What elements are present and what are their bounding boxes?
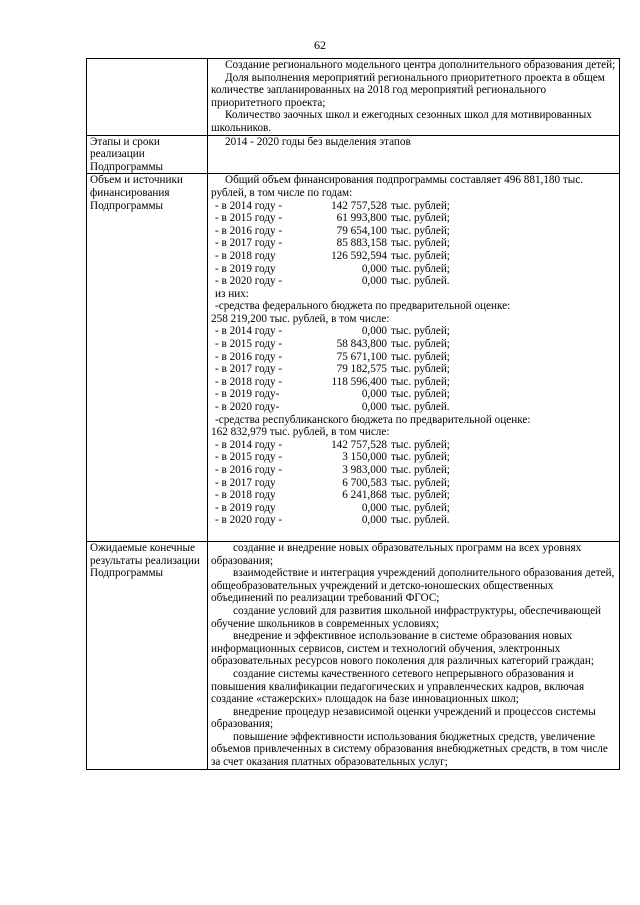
financing-unit: тыс. рублей;: [391, 224, 450, 237]
page-number: 62: [314, 38, 326, 52]
financing-value: 0,000: [361, 325, 387, 338]
financing-year-row: [211, 477, 616, 490]
financing-value: 6 700,583: [342, 476, 387, 489]
stages-cell: [208, 135, 620, 174]
financing-year: - в 2014 году -: [215, 438, 283, 451]
financing-unit: тыс. рублей;: [391, 350, 450, 363]
indicator-paragraph: Доля выполнения мероприятий регионального приоритетного проекта в общем количестве запланированных на 2018 год мероприятий регионального приоритетного проекта;: [211, 71, 605, 109]
republic-total: 162 832,979 тыс. рублей, в том числе:: [211, 426, 390, 439]
financing-year: - в 2018 году -: [215, 375, 283, 388]
financing-unit: тыс. рублей.: [391, 514, 450, 527]
financing-value: 126 592,594: [331, 249, 387, 262]
financing-year-row: [211, 401, 616, 414]
republic-intro: -средства республиканского бюджета по предварительной оценке:: [215, 413, 531, 426]
financing-year: - в 2020 году -: [215, 275, 283, 288]
result-paragraph: взаимодействие и интеграция учреждений дополнительного образования детей, общеобразовательных учреждений и детско-юношеских общественных объединений по реализации требований ФГОС;: [211, 567, 615, 605]
financing-year-row: [211, 489, 616, 502]
federal-intro: -средства федерального бюджета по предварительной оценке:: [215, 300, 511, 313]
financing-value: 58 843,800: [336, 338, 387, 351]
financing-year-row: [211, 451, 616, 464]
financing-unit: тыс. рублей.: [391, 401, 450, 414]
federal-total: 258 219,200 тыс. рублей, в том числе:: [211, 312, 390, 325]
financing-value: 0,000: [361, 514, 387, 527]
financing-year: - в 2017 году -: [215, 237, 283, 250]
table-row-stages: [87, 135, 620, 174]
financing-value: 85 883,158: [336, 237, 387, 250]
financing-year-row: [211, 351, 616, 364]
financing-year: - в 2019 году-: [215, 388, 280, 401]
financing-unit: тыс. рублей;: [391, 438, 450, 451]
subprogram-passport-table: [86, 58, 620, 770]
financing-year-row: [211, 263, 616, 276]
financing-value: 0,000: [361, 401, 387, 414]
financing-unit: тыс. рублей;: [391, 212, 450, 225]
results-label: Ожидаемые конечные результаты реализации Подпрограммы: [87, 541, 208, 769]
financing-unit: тыс. рублей;: [391, 388, 450, 401]
financing-year-row: [211, 212, 616, 225]
financing-year: - в 2015 году -: [215, 451, 283, 464]
result-paragraph: создание и внедрение новых образовательных программ на всех уровнях образования;: [211, 541, 582, 567]
financing-year: - в 2014 году -: [215, 199, 283, 212]
financing-year-row: [211, 200, 616, 213]
financing-year: - в 2020 году-: [215, 401, 280, 414]
financing-year: - в 2015 году -: [215, 212, 283, 225]
indicators-cell: [208, 59, 620, 136]
of-them-text: из них:: [215, 287, 249, 300]
financing-unit: тыс. рублей;: [391, 489, 450, 502]
financing-value: 142 757,528: [331, 199, 387, 212]
financing-year: - в 2019 году: [215, 501, 276, 514]
financing-unit: тыс. рублей;: [391, 363, 450, 376]
indicator-paragraph: Создание регионального модельного центра дополнительного образования детей;: [225, 59, 616, 71]
financing-value: 0,000: [361, 262, 387, 275]
financing-year: - в 2020 году -: [215, 514, 283, 527]
financing-year: - в 2016 году -: [215, 350, 283, 363]
financing-year-row: [211, 325, 616, 338]
financing-year-row: [211, 275, 616, 288]
financing-year-row: [211, 502, 616, 515]
result-paragraph: внедрение и эффективное использование в системе образования новых информационных сервисов, систем и технологий обучения, электронных образовательных ресурсов нового поколения для различных категорий граждан;: [211, 630, 594, 668]
financing-year-row: [211, 514, 616, 527]
financing-year: - в 2018 году: [215, 489, 276, 502]
stages-label: Этапы и сроки реализации Подпрограммы: [87, 135, 208, 174]
financing-intro: Общий объем финансирования подпрограммы составляет 496 881,180 тыс. рублей, в том числе по годам:: [211, 174, 584, 199]
financing-unit: тыс. рублей;: [391, 476, 450, 489]
financing-year-row: [211, 464, 616, 477]
financing-unit: тыс. рублей;: [391, 501, 450, 514]
financing-value: 3 150,000: [342, 451, 387, 464]
financing-year: - в 2016 году -: [215, 224, 283, 237]
financing-unit: тыс. рублей;: [391, 464, 450, 476]
financing-year-row: [211, 388, 616, 401]
financing-value: 142 757,528: [331, 438, 387, 451]
financing-unit: тыс. рублей;: [391, 375, 450, 388]
financing-year-row: [211, 237, 616, 250]
table-row-indicators: [87, 59, 620, 136]
financing-unit: тыс. рублей;: [391, 338, 450, 351]
financing-label: Объем и источники финансирования Подпрограммы: [87, 174, 208, 542]
financing-value: 75 671,100: [336, 350, 387, 363]
result-paragraph: создание условий для развития школьной инфраструктуры, обеспечивающей обучение школьников в современных условиях;: [211, 604, 602, 630]
financing-year: - в 2018 году: [215, 249, 276, 262]
results-cell: [208, 541, 620, 769]
indicator-paragraph: Количество заочных школ и ежегодных сезонных школ для мотивированных школьников.: [211, 109, 592, 134]
table-row-financing: [87, 174, 620, 542]
financing-value: 6 241,868: [342, 489, 387, 502]
financing-year-row: [211, 338, 616, 351]
financing-year-row: [211, 376, 616, 389]
financing-unit: тыс. рублей;: [391, 325, 450, 338]
financing-value: 61 993,800: [336, 212, 387, 225]
financing-year: - в 2015 году -: [215, 338, 283, 351]
result-paragraph: создание системы качественного сетевого непрерывного образования и повышения квалификации педагогических и управленческих кадров, включая создание «стажерских» площадок на базе инновационных школ;: [211, 667, 585, 706]
financing-unit: тыс. рублей;: [391, 249, 450, 262]
financing-year-row: [211, 439, 616, 452]
table-row-results: [87, 541, 620, 769]
result-paragraph: внедрение процедур независимой оценки учреждений и процессов системы образования;: [211, 705, 596, 731]
result-paragraph: повышение эффективности использования бюджетных средств, увеличение объемов привлеченных в систему образования внебюджетных средств, в том числе за счет оказания платных образовательных услуг;: [211, 730, 608, 769]
financing-unit: тыс. рублей;: [391, 199, 450, 212]
financing-unit: тыс. рублей;: [391, 451, 450, 464]
financing-unit: тыс. рублей.: [391, 275, 450, 288]
financing-year-row: [211, 250, 616, 263]
financing-year-row: [211, 225, 616, 238]
federal-rows: [211, 325, 616, 413]
financing-cell: [208, 174, 620, 542]
financing-year-row: [211, 363, 616, 376]
financing-value: 118 596,400: [331, 375, 387, 388]
financing-year: - в 2019 году: [215, 262, 276, 275]
financing-year: - в 2017 году -: [215, 363, 283, 376]
financing-value: 79 654,100: [336, 224, 387, 237]
financing-value: 3 983,000: [342, 464, 387, 476]
financing-value: 0,000: [361, 388, 387, 401]
stages-text: 2014 - 2020 годы без выделения этапов: [225, 135, 411, 148]
financing-year: - в 2014 году -: [215, 325, 283, 338]
financing-value: 0,000: [361, 501, 387, 514]
financing-unit: тыс. рублей;: [391, 237, 450, 250]
republic-rows: [211, 439, 616, 527]
financing-value: 79 182,575: [336, 363, 387, 376]
financing-year: - в 2016 году -: [215, 464, 283, 476]
financing-year: - в 2017 году: [215, 476, 276, 489]
label-cell-empty: [87, 59, 208, 136]
financing-unit: тыс. рублей;: [391, 262, 450, 275]
financing-total-rows: [211, 200, 616, 288]
financing-value: 0,000: [361, 275, 387, 288]
